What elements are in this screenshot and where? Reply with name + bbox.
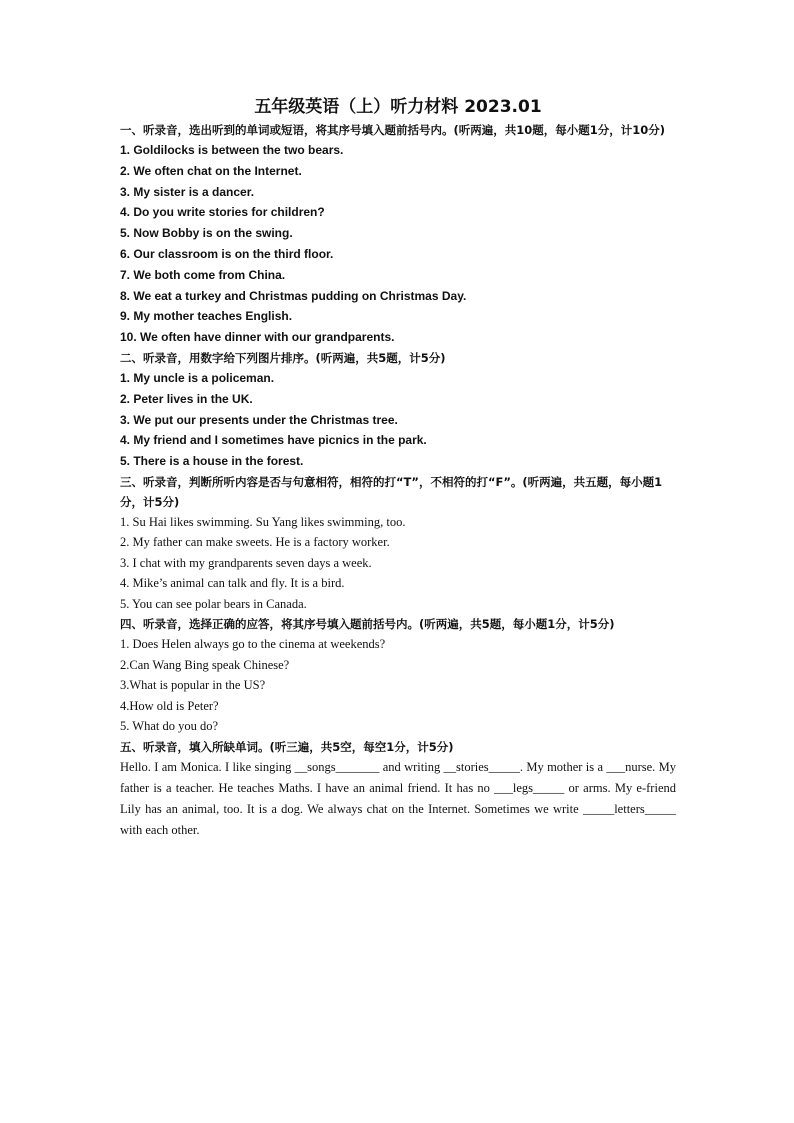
section-5 xyxy=(120,737,676,841)
list-item: 4. Do you write stories for children? xyxy=(120,205,325,220)
list-item: 2. Peter lives in the UK. xyxy=(120,391,253,406)
list-item: 4. My friend and I sometimes have picnics in the park. xyxy=(120,433,427,448)
list-item: 3. We put our presents under the Christmas tree. xyxy=(120,412,398,427)
document-title: 五年级英语（上）听力材料 2023.01 xyxy=(254,97,542,117)
list-item: 4. Mike’s animal can talk and fly. It is a bird. xyxy=(120,576,345,591)
list-item: 1. Goldilocks is between the two bears. xyxy=(120,143,344,157)
section-heading: 三、听录音，判断所听内容是否与句意相符，相符的打“T”，不相符的打“F”。(听两遍，共五题，每小题1分，计5分) xyxy=(120,474,663,509)
list-item: 2. My father can make sweets. He is a factory worker. xyxy=(120,535,390,550)
section-1 xyxy=(120,120,676,348)
section-heading: 一、听录音，选出听到的单词或短语，将其序号填入题前括号内。(听两遍，共10题，每小题1分，计10分) xyxy=(120,123,666,137)
list-item: 9. My mother teaches English. xyxy=(120,309,293,324)
section-2 xyxy=(120,348,676,472)
list-item: 1. Does Helen always go to the cinema at weekends? xyxy=(120,637,386,652)
list-item: 5. There is a house in the forest. xyxy=(120,454,304,469)
list-item: 8. We eat a turkey and Christmas pudding on Christmas Day. xyxy=(120,288,467,303)
list-item: 5. What do you do? xyxy=(120,719,219,734)
section-heading: 四、听录音，选择正确的应答，将其序号填入题前括号内。(听两遍，共5题，每小题1分，计5分) xyxy=(120,617,615,632)
section-4 xyxy=(120,614,676,737)
list-item: 3. I chat with my grandparents seven days a week. xyxy=(120,555,372,570)
section-3 xyxy=(120,472,676,615)
list-item: 3.What is popular in the US? xyxy=(120,678,266,693)
list-item: 6. Our classroom is on the third floor. xyxy=(120,246,334,261)
list-item: 2. We often chat on the Internet. xyxy=(120,163,302,178)
list-item: 10. We often have dinner with our grandparents. xyxy=(120,330,395,345)
list-item: 2.Can Wang Bing speak Chinese? xyxy=(120,657,290,672)
section-heading: 五、听录音，填入所缺单词。(听三遍，共5空，每空1分，计5分) xyxy=(120,739,454,754)
list-item: 3. My sister is a dancer. xyxy=(120,184,255,199)
cloze-paragraph: Hello. I am Monica. I like singing __songs_______ and writing __stories_____. My mother is a ___nurse. My father is a teacher. He teaches Maths. I have an animal friend. It has no ___legs_____ or arms. My e-friend Lily has an animal, too. It is a dog. We always chat on the Internet. Sometimes we write _____letters_____ with each other. xyxy=(120,759,676,837)
list-item: 1. Su Hai likes swimming. Su Yang likes swimming, too. xyxy=(120,514,406,529)
document-page xyxy=(120,96,676,841)
section-heading: 二、听录音，用数字给下列图片排序。(听两遍，共5题，计5分) xyxy=(120,350,446,365)
list-item: 4.How old is Peter? xyxy=(120,698,219,713)
list-item: 5. Now Bobby is on the swing. xyxy=(120,226,293,241)
list-item: 5. You can see polar bears in Canada. xyxy=(120,596,307,611)
list-item: 1. My uncle is a policeman. xyxy=(120,370,275,385)
list-item: 7. We both come from China. xyxy=(120,267,286,282)
